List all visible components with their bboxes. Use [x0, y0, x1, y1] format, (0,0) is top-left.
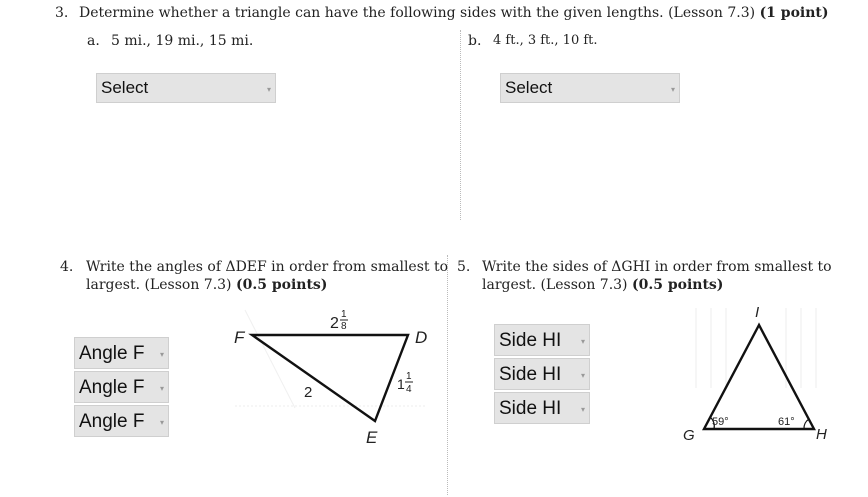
side-de-numerator: 1 — [406, 371, 412, 382]
triangle-def — [252, 335, 408, 421]
vertex-e-label: E — [366, 428, 378, 447]
q5-line2 — [482, 276, 723, 294]
q3-points: (1 point) — [759, 5, 829, 21]
side-de-denominator: 4 — [406, 384, 412, 395]
q3-prompt — [79, 4, 829, 22]
chevron-down-icon: ▾ — [580, 405, 585, 414]
q4-line1: Write the angles of ΔDEF in order from smallest to — [86, 259, 449, 275]
angle-g-measure: 59° — [712, 416, 729, 428]
q5-line2-text: largest. (Lesson 7.3) — [482, 277, 628, 293]
triangle-def-figure — [225, 300, 440, 450]
vertex-g-label: G — [683, 427, 695, 444]
q3b-letter: b. — [468, 33, 482, 49]
chevron-down-icon: ▾ — [580, 337, 585, 346]
side-fd-denominator: 8 — [341, 321, 347, 332]
triangle-ghi — [704, 325, 814, 429]
q4-number: 4. — [60, 259, 74, 275]
side-fe-label: 2 — [304, 384, 313, 401]
chevron-down-icon: ▾ — [580, 371, 585, 380]
chevron-down-icon: ▾ — [159, 384, 164, 393]
q5-select-3-value: Side HI — [499, 398, 562, 419]
q3-divider — [460, 30, 461, 220]
q3a-select-value: Select — [101, 78, 149, 97]
chevron-down-icon: ▾ — [159, 350, 164, 359]
q3-number: 3. — [55, 5, 69, 21]
q5-line1: Write the sides of ΔGHI in order from smallest to — [482, 259, 832, 275]
vertex-d-label: D — [415, 328, 428, 347]
chevron-down-icon: ▾ — [670, 85, 675, 94]
side-fd-numerator: 1 — [341, 309, 347, 320]
q5-select-1[interactable] — [494, 324, 590, 356]
q3a-select[interactable] — [96, 73, 276, 103]
q3b-select-value: Select — [505, 78, 553, 97]
q3a-text: 5 mi., 19 mi., 15 mi. — [111, 33, 254, 49]
q5-select-3[interactable] — [494, 392, 590, 424]
angle-h-measure: 61° — [778, 416, 795, 428]
q5-select-2[interactable] — [494, 358, 590, 390]
q5-select-1-value: Side HI — [499, 330, 562, 351]
q3b-text: 4 ft., 3 ft., 10 ft. — [493, 33, 598, 48]
vertex-f-label: F — [234, 328, 245, 347]
q4-line2 — [86, 276, 327, 294]
q5-select-2-value: Side HI — [499, 364, 562, 385]
vertex-i-label: I — [755, 304, 760, 321]
side-fd-whole: 2 — [330, 315, 339, 332]
q5-points: (0.5 points) — [631, 277, 724, 293]
q4-select-3-value: Angle F — [79, 411, 145, 432]
q4-points: (0.5 points) — [235, 277, 328, 293]
q4-line2-text: largest. (Lesson 7.3) — [86, 277, 232, 293]
triangle-ghi-figure — [676, 298, 836, 448]
q4-select-2[interactable] — [74, 371, 169, 403]
q5-number: 5. — [457, 259, 471, 275]
q3-prompt-text: Determine whether a triangle can have the following sides with the given lengths. (Lesson 7.3) — [79, 5, 756, 21]
chevron-down-icon: ▾ — [266, 85, 271, 94]
q4-select-1-value: Angle F — [79, 343, 145, 364]
q45-divider — [447, 255, 448, 495]
q4-select-1[interactable] — [74, 337, 169, 369]
q4-select-2-value: Angle F — [79, 377, 145, 398]
vertex-h-label: H — [816, 426, 827, 443]
q4-select-3[interactable] — [74, 405, 169, 437]
side-de-whole: 1 — [397, 376, 405, 392]
q3a-letter: a. — [87, 33, 100, 49]
q3b-select[interactable] — [500, 73, 680, 103]
chevron-down-icon: ▾ — [159, 418, 164, 427]
